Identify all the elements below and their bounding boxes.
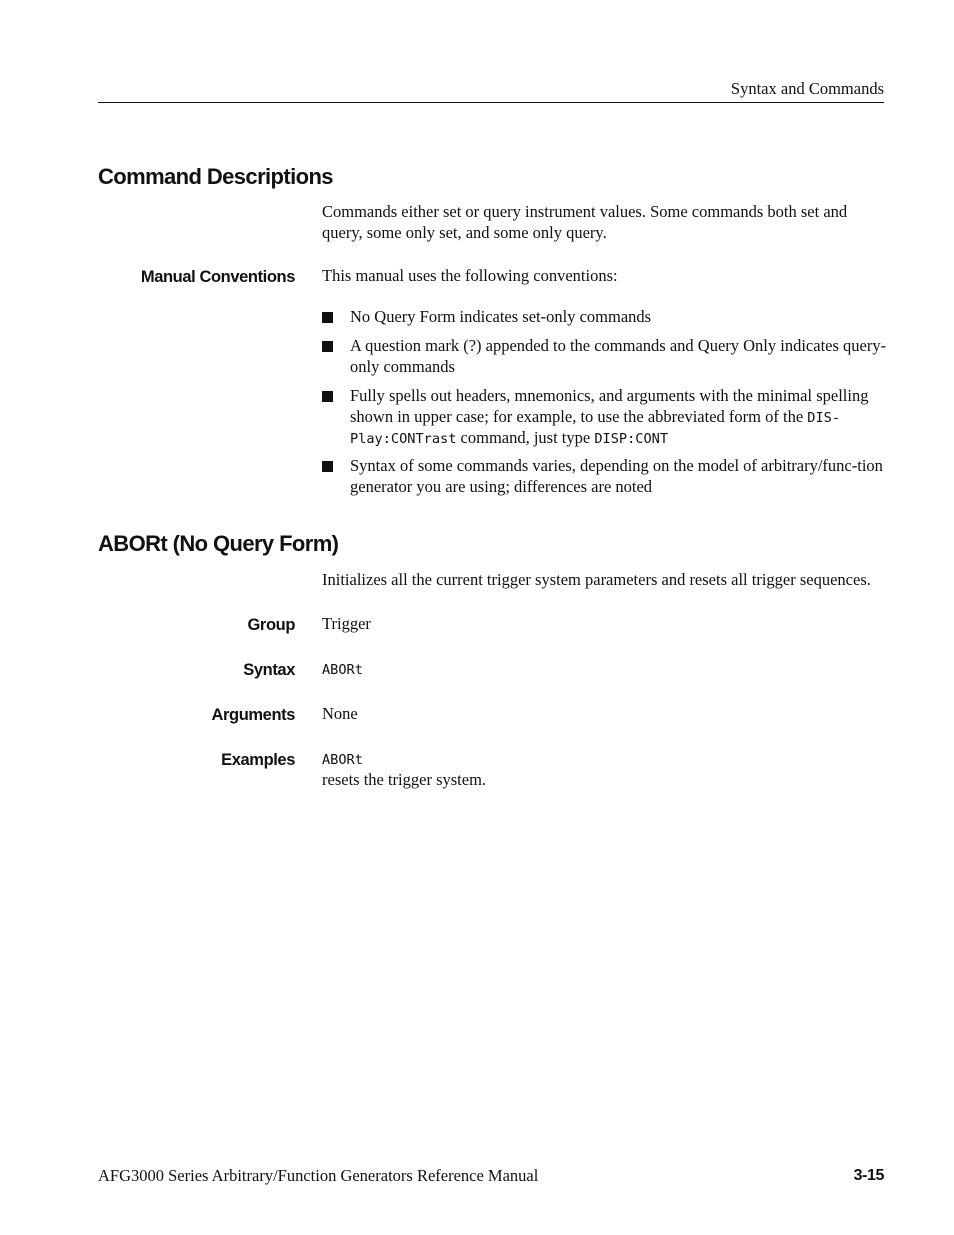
manual-conventions-label: Manual Conventions xyxy=(140,268,295,286)
section-title-abort: ABORt (No Query Form) xyxy=(98,531,339,556)
syntax-value: ABORt xyxy=(322,662,363,678)
group-label: Group xyxy=(247,616,295,634)
arguments-label: Arguments xyxy=(211,706,295,724)
list-item xyxy=(350,386,887,450)
bullet-square-icon xyxy=(322,341,333,352)
arguments-value: None xyxy=(322,704,358,723)
list-item-text: command, just type xyxy=(456,428,595,447)
bullet-square-icon xyxy=(322,391,333,402)
abort-description: Initializes all the current trigger system parameters and resets all trigger sequences. xyxy=(322,570,871,589)
footer-manual-title: AFG3000 Series Arbitrary/Function Generators Reference Manual xyxy=(98,1166,539,1185)
list-item: A question mark (?) appended to the commands and Query Only indicates query-only commands xyxy=(350,336,887,376)
bullet-square-icon xyxy=(322,461,333,472)
syntax-label: Syntax xyxy=(243,661,295,679)
inline-code: DISP:CONT xyxy=(594,431,669,447)
list-item-text: Fully spells out headers, mnemonics, and arguments with the minimal spelling shown in upper case; for example, to use the abbreviated form of the xyxy=(350,386,869,426)
example-description: resets the trigger system. xyxy=(322,770,487,789)
inline-code: Play:CONTrast xyxy=(350,431,457,447)
section-title-command-descriptions: Command Descriptions xyxy=(98,164,333,189)
inline-code: DIS- xyxy=(807,409,841,426)
group-value: Trigger xyxy=(322,614,371,633)
footer-page-number: 3-15 xyxy=(853,1167,884,1184)
list-item: No Query Form indicates set-only commands xyxy=(350,307,652,326)
list-item: Syntax of some commands varies, depending on the model of arbitrary/func-tion generator you are using; differences are noted xyxy=(350,456,883,496)
manual-conventions-intro: This manual uses the following conventions: xyxy=(322,266,618,285)
header-rule xyxy=(98,102,884,103)
example-code: ABORt xyxy=(322,752,363,768)
bullet-square-icon xyxy=(322,312,333,323)
examples-label: Examples xyxy=(221,751,295,769)
command-descriptions-intro: Commands either set or query instrument values. Some commands both set and query, some only set, and some only query. xyxy=(322,202,848,242)
running-header: Syntax and Commands xyxy=(730,79,884,98)
